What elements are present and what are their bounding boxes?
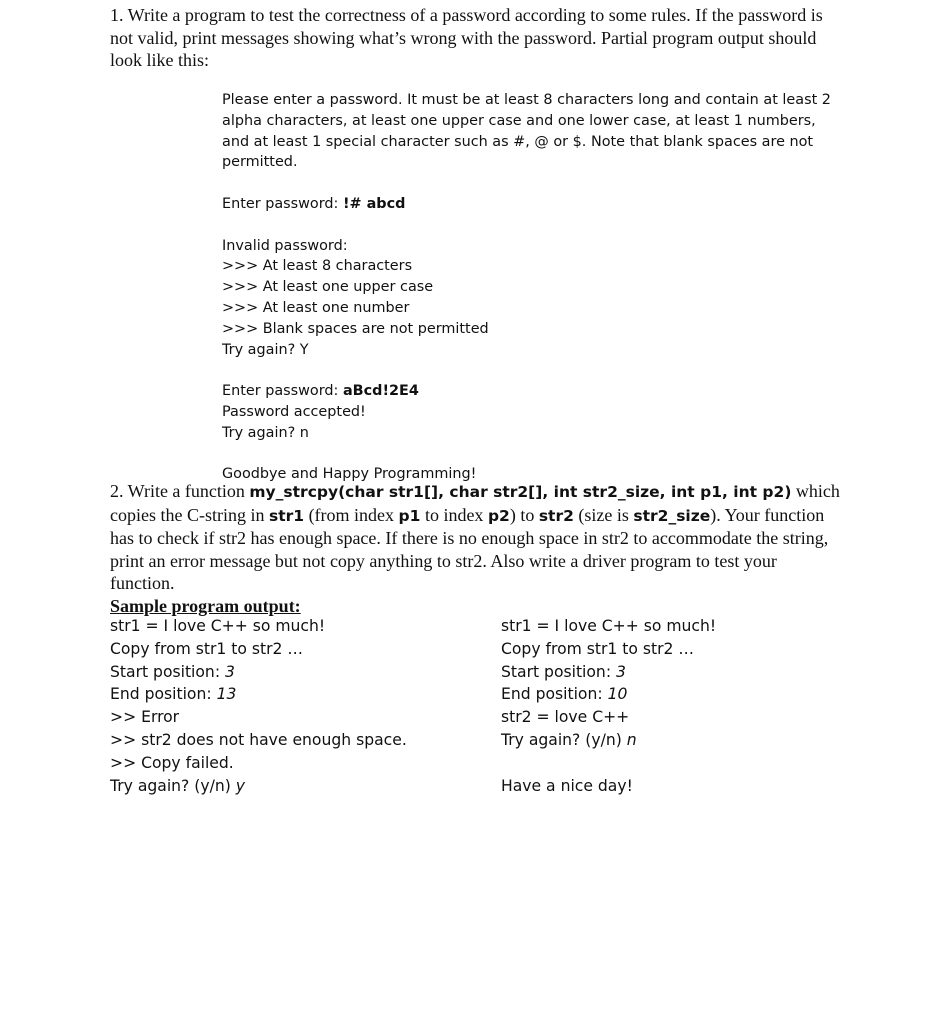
sample-output-right	[501, 615, 841, 797]
error-line: >>> Blank spaces are not permitted	[222, 320, 489, 337]
sample-output-heading: Sample program output:	[110, 595, 301, 616]
prompt-label: Enter password:	[222, 383, 343, 400]
error-line: >>> At least 8 characters	[222, 258, 413, 275]
output-line: str2 = love C++	[501, 708, 630, 727]
output-line	[110, 683, 490, 706]
code-term: str2	[538, 506, 574, 525]
output-line	[501, 729, 841, 752]
start-label: Start position:	[501, 662, 617, 681]
prompt-value: !# abcd	[342, 195, 406, 212]
try-again-line: Try again? Y	[222, 341, 309, 358]
output-line	[501, 683, 841, 706]
q2-text: (size is	[573, 504, 634, 525]
start-value: 3	[616, 662, 626, 681]
output-line: str1 = I love C++ so much!	[501, 617, 717, 635]
password-sample-output	[222, 90, 842, 485]
try-label: Try again? (y/n)	[501, 730, 627, 749]
password-prompt-2	[222, 381, 842, 402]
output-line: >> str2 does not have enough space.	[110, 730, 407, 749]
try-label: Try again? (y/n)	[110, 776, 236, 795]
q2-text: which copies the C-string in	[110, 481, 840, 525]
q2-text: ). Your function has to check if str2 has enough space. If there is no enough space in str2 to accommodate the string, print an error message but not copy anything to str2. Also write a driver program to test your function.	[110, 504, 829, 593]
output-line: >> Error	[110, 708, 180, 727]
code-term: p1	[398, 506, 421, 525]
end-value: 13	[216, 685, 237, 704]
end-label: End position:	[110, 685, 217, 704]
output-line	[110, 775, 490, 798]
prompt-value: aBcd!2E4	[342, 383, 419, 400]
error-line: >>> At least one upper case	[222, 279, 434, 296]
output-line: >> Copy failed.	[110, 753, 234, 772]
error-line: >>> At least one number	[222, 299, 410, 316]
end-label: End position:	[501, 685, 608, 704]
invalid-title: Invalid password:	[222, 237, 348, 254]
output-line	[110, 661, 490, 684]
output-line: Have a nice day!	[501, 776, 633, 795]
password-intro: Please enter a password. It must be at least 8 characters long and contain at least 2 alpha characters, at least one upper case and one lower case, at least 1 numbers, and at least 1 special character such as #, @ or $. Note that blank spaces are not permitted.	[222, 92, 831, 171]
q2-text: (from index	[304, 504, 399, 525]
start-label: Start position:	[110, 662, 226, 681]
password-prompt-1	[222, 194, 842, 215]
output-line	[501, 661, 841, 684]
question-1-text: 1. Write a program to test the correctness of a password according to some rules. If the password is not valid, print messages showing what’s wrong with the password. Partial program output should look like this:	[110, 5, 823, 70]
output-line: str1 = I love C++ so much!	[110, 617, 326, 635]
function-signature: my_strcpy(char str1[], char str2[], int str2_size, int p1, int p2)	[249, 483, 792, 501]
goodbye-line: Goodbye and Happy Programming!	[222, 466, 477, 483]
question-2-text	[110, 480, 840, 617]
try-again-line: Try again? n	[222, 424, 309, 441]
code-term: str2_size	[633, 506, 711, 525]
code-term: str1	[268, 506, 305, 525]
accepted-line: Password accepted!	[222, 403, 366, 420]
prompt-label: Enter password:	[222, 195, 343, 212]
output-line: Copy from str1 to str2 …	[110, 639, 304, 658]
code-term: p2	[487, 506, 510, 525]
end-value: 10	[607, 685, 628, 704]
try-value: y	[235, 776, 246, 795]
start-value: 3	[225, 662, 235, 681]
q2-text: ) to	[509, 504, 539, 525]
sample-output-left	[110, 615, 490, 797]
q2-text: to index	[420, 504, 488, 525]
output-line: Copy from str1 to str2 …	[501, 639, 695, 658]
q2-text: 2. Write a function	[110, 481, 250, 501]
try-value: n	[626, 730, 637, 749]
